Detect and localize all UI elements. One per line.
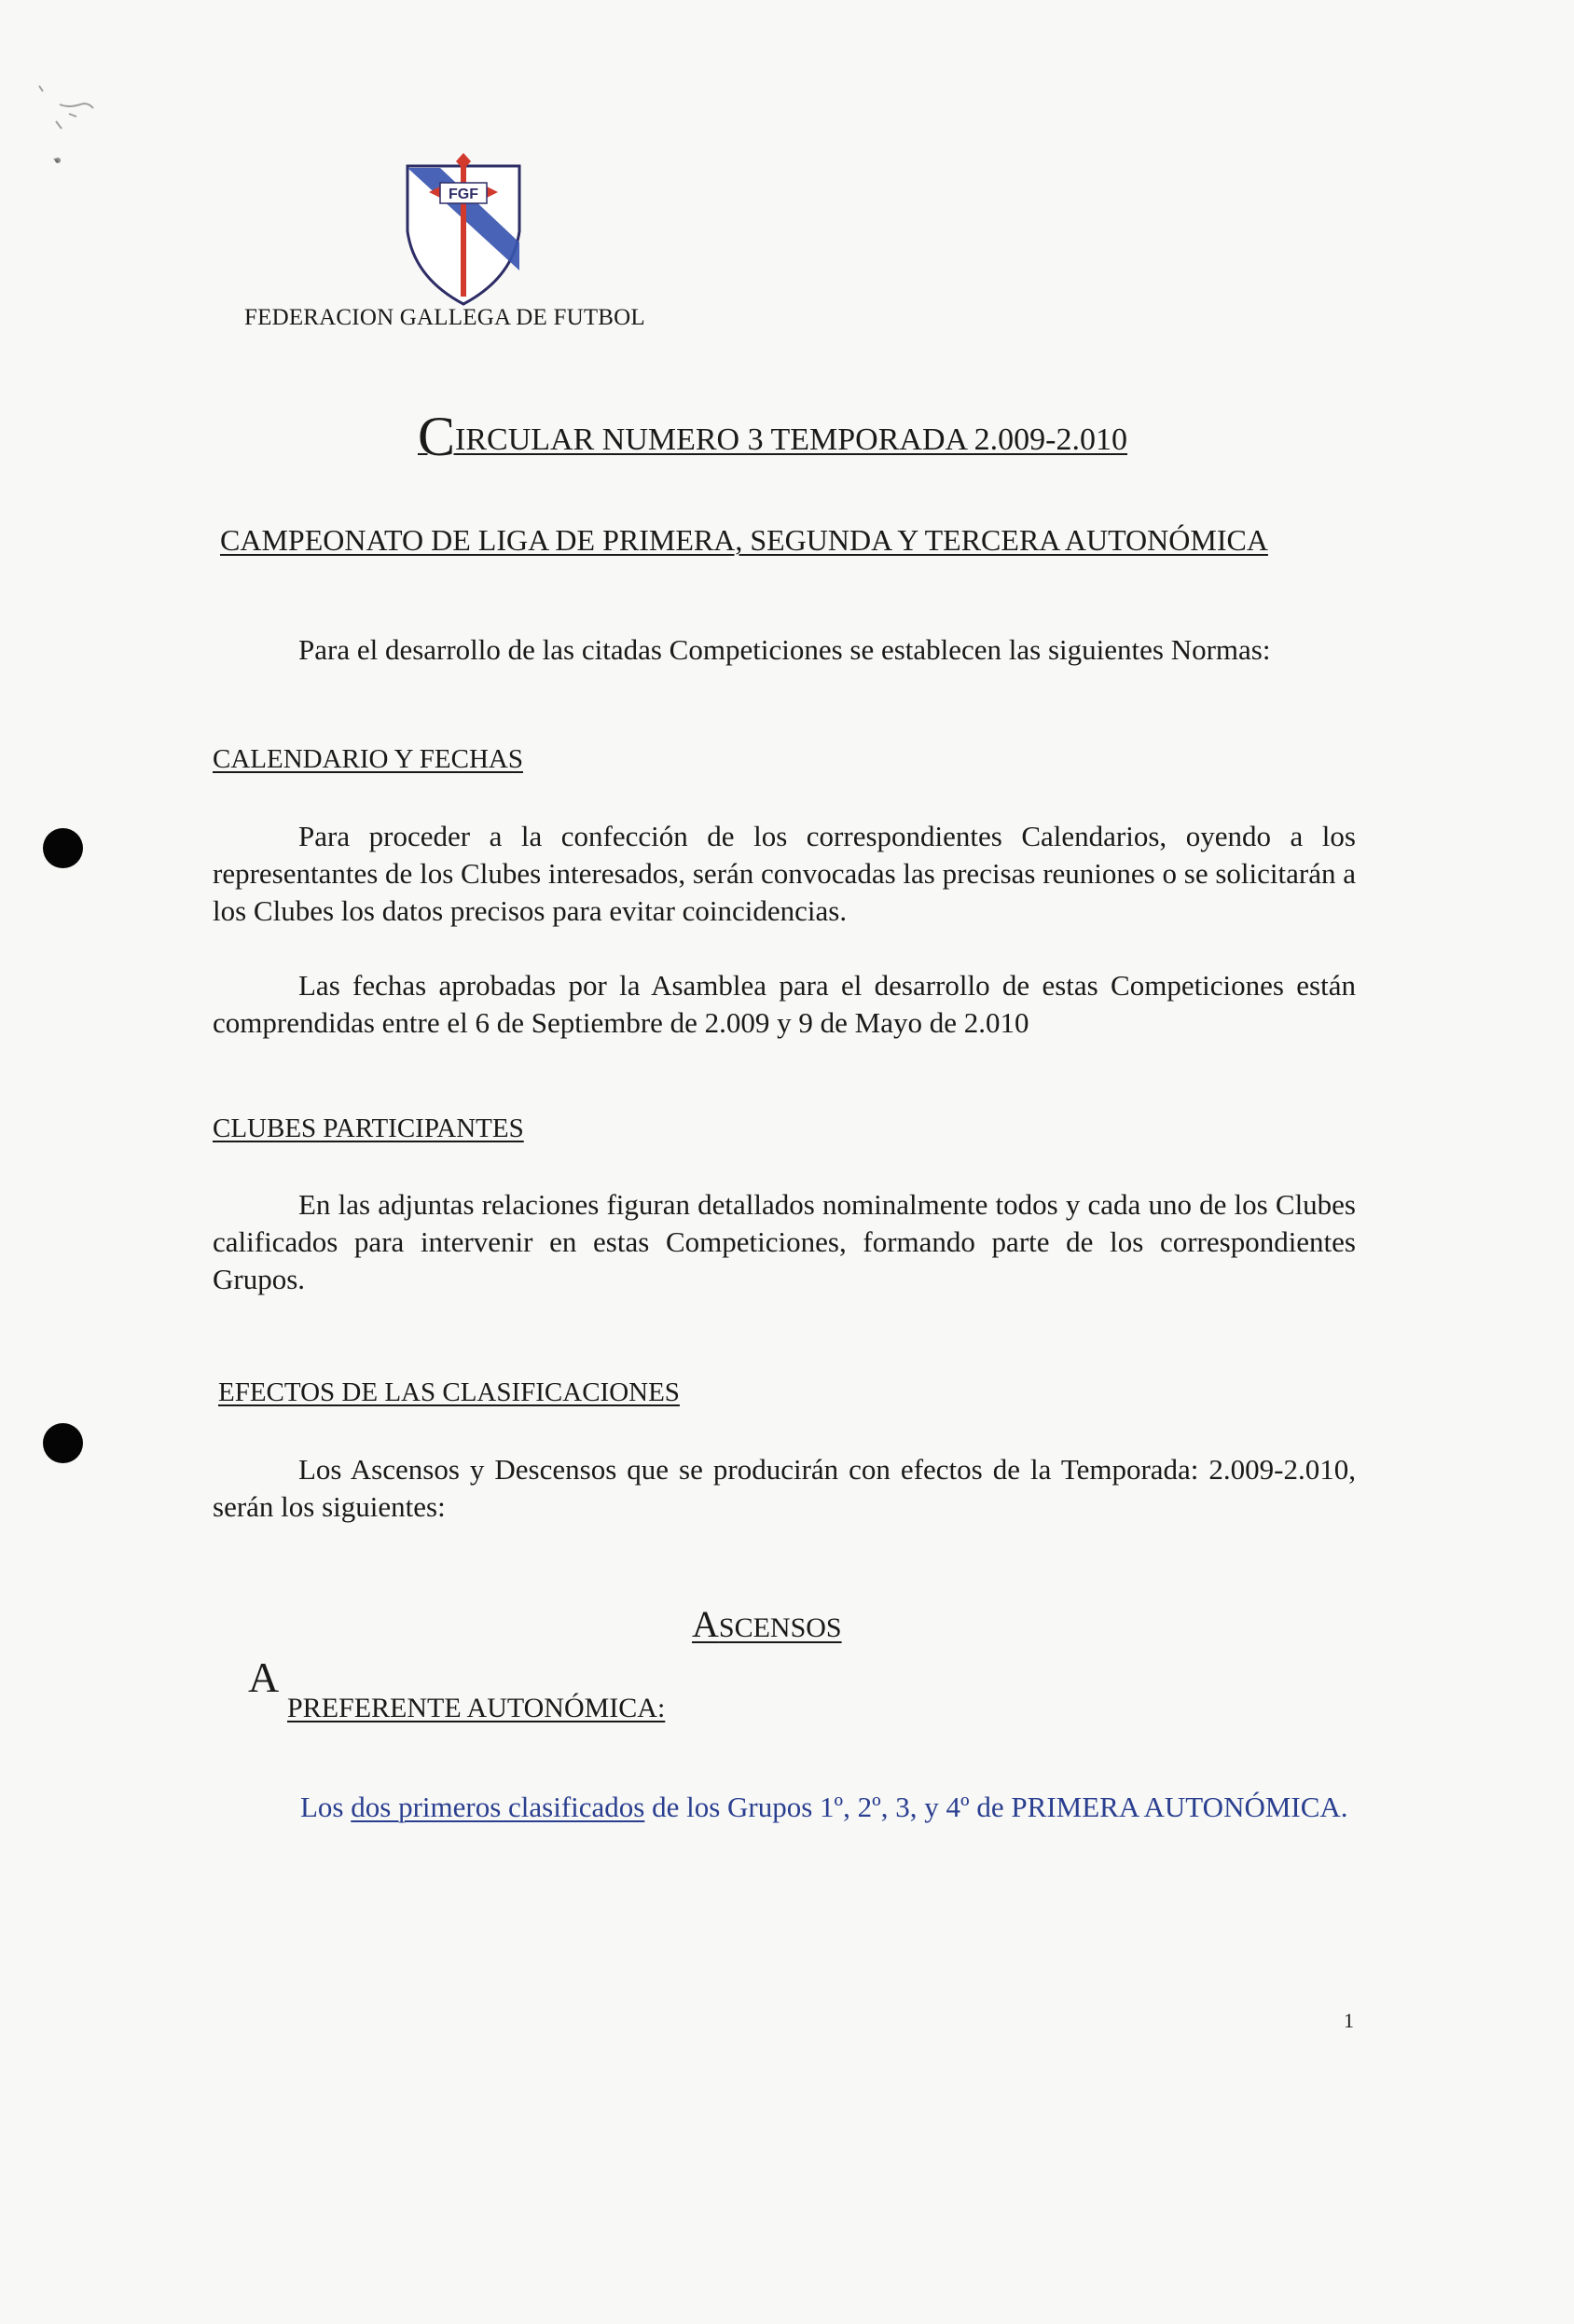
page-number: 1: [1344, 2009, 1354, 2032]
section-letter: A: [248, 1653, 280, 1701]
calendario-paragraph-2: Las fechas aprobadas por la Asamblea para el desarrollo de estas Competiciones están comprendidas entre el 6 de Septiembre de 2.009 y 9 de Mayo de 2.010: [213, 969, 1356, 1039]
binder-hole-top: [43, 828, 83, 868]
logo-monogram: FGF: [449, 187, 478, 202]
ascensos-text-start: Los: [300, 1791, 352, 1823]
preferente-heading: PREFERENTE AUTONÓMICA:: [287, 1693, 666, 1723]
circular-title-initial: C: [418, 406, 456, 467]
heading-clubes: CLUBES PARTICIPANTES: [213, 1114, 524, 1143]
clubes-paragraph: En las adjuntas relaciones figuran detallados nominalmente todos y cada uno de los Clubes calificados para intervenir en estas Competiciones, formando parte de los correspondientes Grupos.: [213, 1188, 1356, 1295]
circular-title: [418, 406, 1128, 467]
ascensos-text-end: de los Grupos 1º, 2º, 3, y 4º de PRIMERA AUTONÓMICA.: [644, 1791, 1348, 1823]
heading-efectos: EFECTOS DE LAS CLASIFICACIONES: [218, 1377, 680, 1407]
intro-paragraph: Para el desarrollo de las citadas Competiciones se establecen las siguientes Normas:: [298, 633, 1271, 666]
ascensos-heading: [692, 1602, 842, 1646]
federation-logo: [403, 149, 524, 306]
heading-calendario: CALENDARIO Y FECHAS: [213, 744, 523, 774]
efectos-paragraph: Los Ascensos y Descensos que se producirán con efectos de la Temporada: 2.009-2.010, serán los siguientes:: [213, 1453, 1356, 1523]
ascensos-heading-rest: SCENSOS: [718, 1612, 842, 1643]
organization-name: FEDERACION GALLEGA DE FUTBOL: [244, 305, 645, 330]
championship-title: CAMPEONATO DE LIGA DE PRIMERA, SEGUNDA Y TERCERA AUTONÓMICA: [220, 523, 1268, 557]
ascensos-text-underlined: dos primeros clasificados: [351, 1791, 645, 1823]
ascensos-paragraph: [213, 1789, 1356, 1826]
ascensos-heading-initial: A: [692, 1603, 719, 1645]
scan-smudge: [22, 56, 134, 205]
calendario-paragraph-1: Para proceder a la confección de los correspondientes Calendarios, oyendo a los representantes de los Clubes interesados, serán convocadas las precisas reuniones o se solicitarán a los Clubes los datos precisos para evitar coincidencias.: [213, 820, 1356, 927]
binder-hole-bottom: [43, 1423, 83, 1463]
circular-title-rest: IRCULAR NUMERO 3 TEMPORADA 2.009-2.010: [455, 422, 1128, 457]
